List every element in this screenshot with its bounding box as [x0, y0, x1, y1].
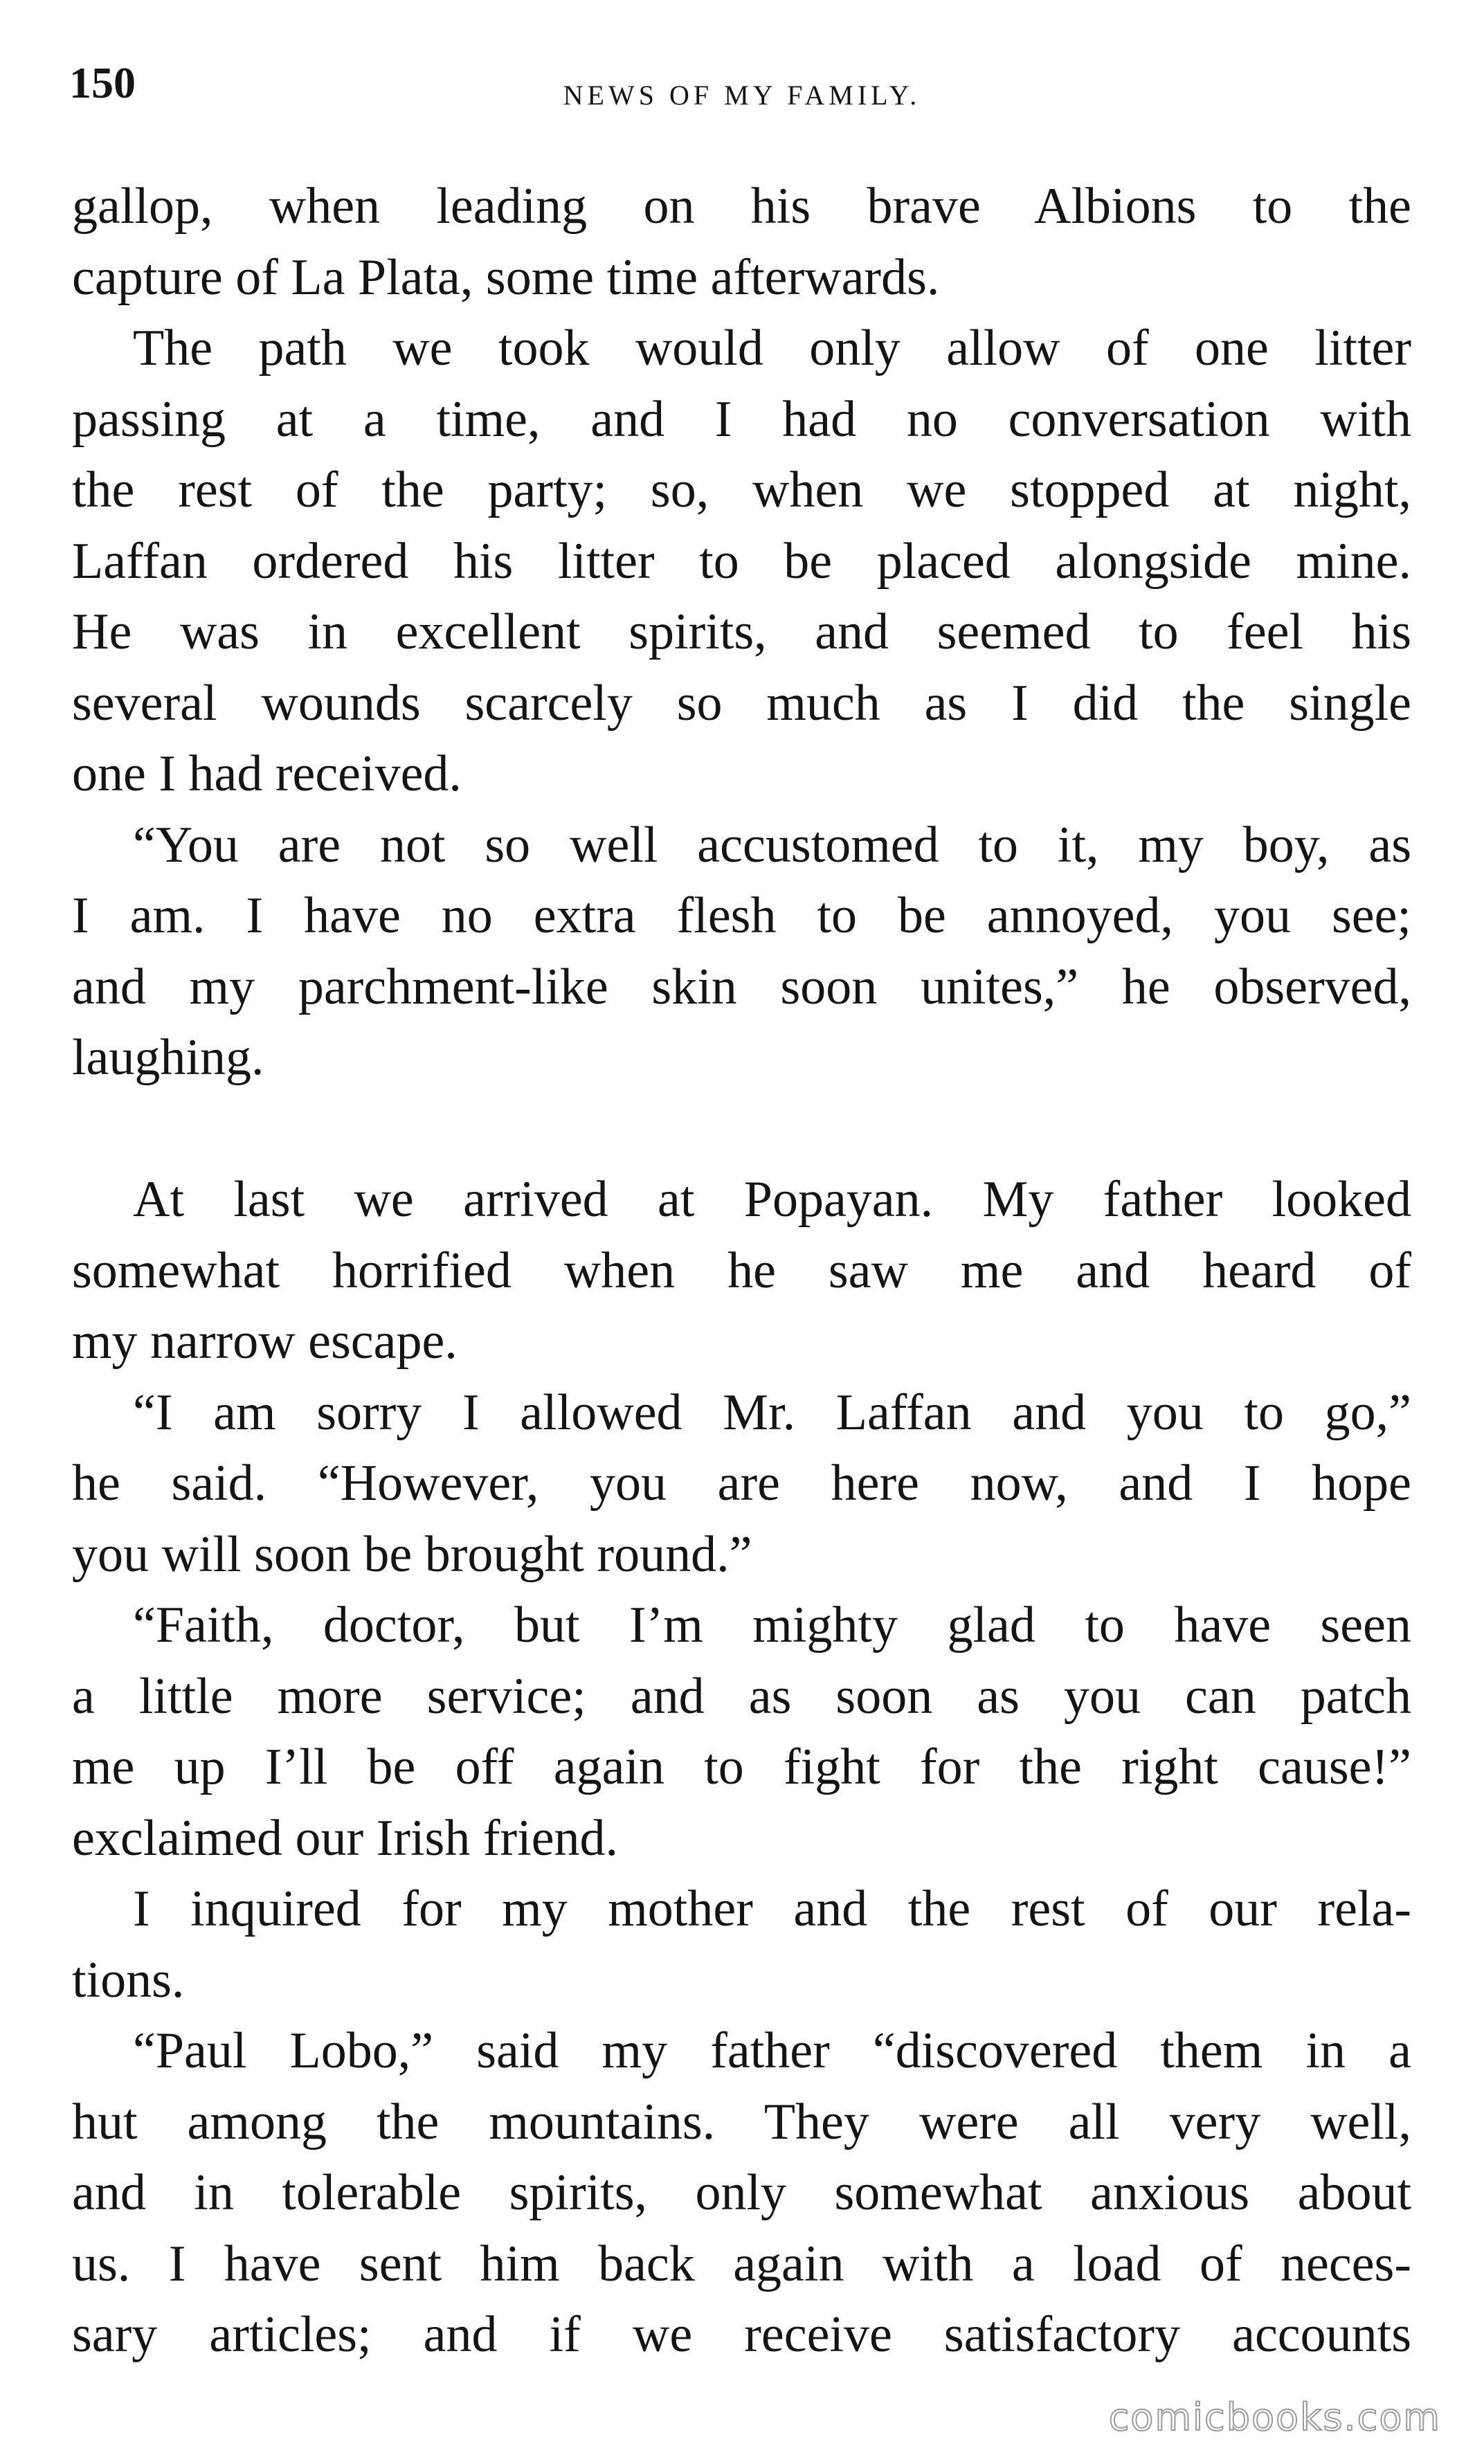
text-line: me up I’ll be off again to fight for the right cause!” — [72, 1739, 1411, 1795]
text-line: he said. “However, you are here now, and I hope — [72, 1455, 1411, 1512]
text-line: several wounds scarcely so much as I did the single — [72, 674, 1411, 732]
text-line: hut among the mountains. They were all very well, — [72, 2093, 1411, 2150]
text-line: tions. — [72, 1951, 185, 2009]
text-line: you will soon be brought round.” — [72, 1525, 752, 1583]
text-line: “Paul Lobo,” said my father “discovered them in a — [133, 2022, 1411, 2079]
page-number: 150 — [69, 58, 136, 107]
text-line: capture of La Plata, some time afterwards. — [72, 248, 940, 306]
text-line: I am. I have no extra flesh to be annoyed, you see; — [72, 887, 1411, 944]
text-line: Laffan ordered his litter to be placed alongside mine. — [72, 532, 1411, 590]
text-line: one I had received. — [72, 745, 462, 802]
text-line: exclaimed our Irish friend. — [72, 1809, 619, 1867]
section-break — [72, 1094, 1411, 1165]
watermark: comicbooks.com — [1108, 2395, 1441, 2439]
text-line: laughing. — [72, 1029, 264, 1086]
text-line: I inquired for my mother and the rest of our rela- — [133, 1881, 1411, 1937]
text-line: “You are not so well accustomed to it, my boy, as — [133, 816, 1411, 873]
text-line: He was in excellent spirits, and seemed to feel his — [72, 604, 1411, 660]
running-head: NEWS OF MY FAMILY. — [563, 80, 921, 111]
text-line: passing at a time, and I had no conversation with — [72, 390, 1411, 448]
text-line: the rest of the party; so, when we stopped at night, — [72, 462, 1411, 518]
body-text — [72, 171, 1411, 2371]
text-line: a little more service; and as soon as you can patch — [72, 1667, 1411, 1725]
text-line: and my parchment-like skin soon unites,” he observed, — [72, 958, 1411, 1015]
text-line: and in tolerable spirits, only somewhat anxious about — [72, 2164, 1411, 2221]
text-line: sary articles; and if we receive satisfactory accounts — [72, 2306, 1411, 2363]
text-line: my narrow escape. — [72, 1313, 458, 1370]
text-line: “I am sorry I allowed Mr. Laffan and you to go,” — [133, 1384, 1411, 1441]
text-line: “Faith, doctor, but I’m mighty glad to have seen — [133, 1597, 1411, 1654]
text-line: somewhat horrified when he saw me and heard of — [72, 1242, 1411, 1299]
text-line: us. I have sent him back again with a load of neces- — [72, 2235, 1411, 2292]
text-line: The path we took would only allow of one litter — [133, 320, 1411, 377]
text-line: At last we arrived at Popayan. My father looked — [133, 1171, 1411, 1228]
text-line: gallop, when leading on his brave Albions to the — [72, 178, 1411, 235]
